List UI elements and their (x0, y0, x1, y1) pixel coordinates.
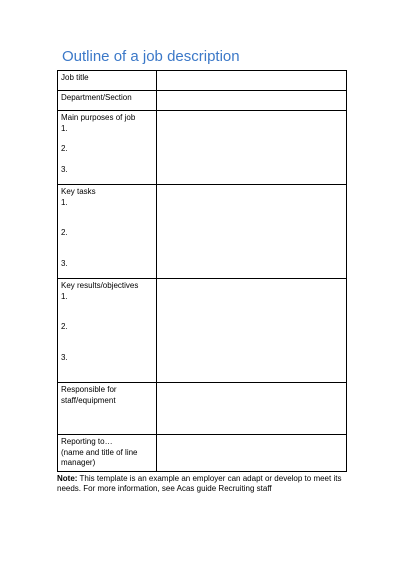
note-text: This template is an example an employer can adapt or develop to meet its needs. For more information, see Acas guide Recruiting staff (57, 474, 342, 493)
main-purposes-cell (58, 111, 157, 185)
key-tasks-item-1: 1. (61, 197, 68, 207)
key-results-item-3: 3. (61, 352, 68, 362)
key-results-item-1: 1. (61, 291, 68, 301)
reporting-row (58, 435, 347, 472)
reporting-field[interactable] (157, 435, 347, 472)
main-purposes-item-2: 2. (61, 144, 68, 153)
main-purposes-row (58, 111, 347, 185)
main-purposes-item-3: 3. (61, 164, 68, 174)
responsible-field[interactable] (157, 383, 347, 435)
page-title: Outline of a job description (62, 48, 240, 65)
job-description-table (57, 70, 347, 472)
key-tasks-row (58, 185, 347, 279)
footnote (57, 474, 347, 494)
note-label: Note: (57, 474, 78, 483)
main-purposes-label: Main purposes of job (61, 113, 136, 122)
key-results-field[interactable] (157, 279, 347, 383)
key-tasks-item-3: 3. (61, 258, 68, 268)
key-results-label: Key results/objectives (61, 281, 139, 290)
key-tasks-label: Key tasks (61, 187, 96, 196)
job-title-row (58, 71, 347, 91)
key-tasks-cell (58, 185, 157, 279)
responsible-label: Responsible for staff/equipment (58, 383, 157, 435)
responsible-row (58, 383, 347, 435)
main-purposes-item-1: 1. (61, 123, 68, 133)
reporting-cell (58, 435, 157, 472)
job-title-field[interactable] (157, 71, 347, 91)
key-tasks-item-2: 2. (61, 228, 68, 237)
reporting-sublabel: (name and title of line manager) (61, 447, 138, 467)
department-label: Department/Section (58, 91, 157, 111)
main-purposes-field[interactable] (157, 111, 347, 185)
reporting-label: Reporting to… (61, 437, 113, 446)
department-field[interactable] (157, 91, 347, 111)
key-tasks-field[interactable] (157, 185, 347, 279)
job-title-label: Job title (58, 71, 157, 91)
key-results-cell (58, 279, 157, 383)
department-row (58, 91, 347, 111)
key-results-item-2: 2. (61, 322, 68, 331)
key-results-row (58, 279, 347, 383)
